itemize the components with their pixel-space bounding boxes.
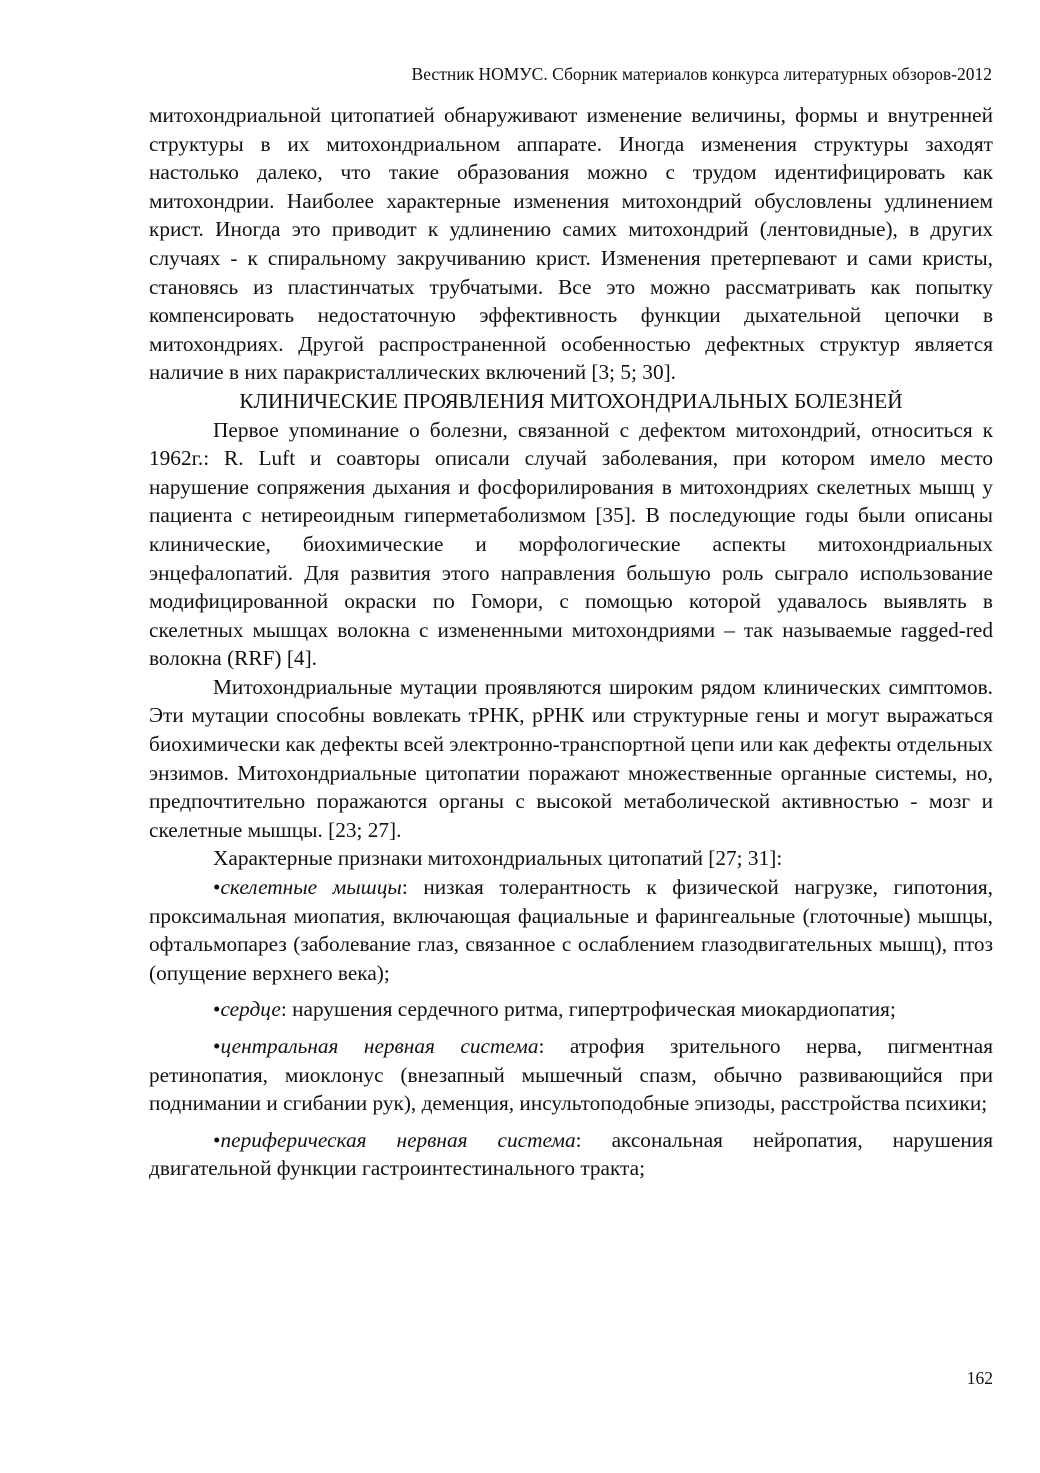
bullet-term: скелетные мышцы	[220, 875, 402, 900]
paragraph-continuation: митохондриальной цитопатией обнаруживают изменение величины, формы и внутренней структуры в их митохондриальном аппарате. Иногда изменения структуры заходят настолько далеко, что такие образования можно с трудом идентифицировать как митохондрии. Наиболее характерные изменения митохондрий обусловлены удлинением крист. Иногда это приводит к удлинению самих митохондрий (лентовидные), в других случаях - к спиральному закручиванию крист. Изменения претерпевают и сами кристы, становясь из пластинчатых трубчатыми. Все это можно рассматривать как попытку компенсировать недостаточную эффективность функции дыхательной цепочки в митохондриях. Другой распространенной особенностью дефектных структур является наличие в них паракристаллических включений [3; 5; 30].	[149, 103, 993, 385]
bullet-marker: •	[213, 875, 221, 900]
paragraph-signs-intro: Характерные признаки митохондриальных цитопатий [27; 31]:	[213, 846, 783, 871]
bullet-item-heart	[149, 995, 993, 1024]
page-number: 162	[966, 1368, 993, 1388]
bullet-item-skeletal-muscles	[149, 873, 993, 987]
bullet-text: : аксональная нейропатия, нарушения двигательной функции гастроинтестинального тракта;	[149, 1127, 993, 1181]
bullet-term: периферическая нервная система	[220, 1127, 576, 1152]
bullet-item-pns	[149, 1126, 993, 1183]
bullet-marker: •	[213, 1127, 221, 1152]
bullet-text: : низкая толерантность к физической нагрузке, гипотония, проксимальная миопатия, включающая фациальные и фарингеальные (глоточные) мышцы, офтальмопарез (заболевание глаз, связанное с ослаблением глазодвигательных мышц), птоз (опущение верхнего века);	[149, 875, 993, 985]
page-body	[149, 101, 993, 1183]
bullet-marker: •	[213, 1034, 221, 1058]
bullet-term: сердце	[220, 997, 281, 1022]
paragraph-history: Первое упоминание о болезни, связанной с дефектом митохондрий, относиться к 1962г.: R. Luft и соавторы описали случай заболевания, при котором имело место нарушение сопряжения дыхания и фосфорилирования в митохондриях скелетных мышц у пациента с нетиреоидным гиперметаболизмом [35]. В последующие годы были описаны клинические, биохимические и морфологические аспекты митохондриальных энцефалопатий. Для развития этого направления большую роль сыграло использование модифицированной окраски по Гомори, с помощью которой удавалось выявлять в скелетных мышцах волокна с измененными митохондриями – так называемые ragged-red волокна (RRF) [4].	[149, 417, 993, 671]
bullet-marker: •	[213, 997, 221, 1022]
section-heading: КЛИНИЧЕСКИЕ ПРОЯВЛЕНИЯ МИТОХОНДРИАЛЬНЫХ БОЛЕЗНЕЙ	[239, 388, 903, 413]
bullet-text: : нарушения сердечного ритма, гипертрофическая миокардиопатия;	[280, 997, 896, 1022]
bullet-text: : атрофия зрительного нерва, пигментная ретинопатия, миоклонус (внезапный мышечный спазм, обычно развивающийся при поднимании и сгибании рук), деменция, инсультоподобные эпизоды, расстройства психики;	[149, 1034, 993, 1116]
paragraph-mutations: Митохондриальные мутации проявляются широким рядом клинических симптомов. Эти мутации способны вовлекать тРНК, рРНК или структурные гены и могут выражаться биохимически как дефекты всей электронно-транспортной цепи или как дефекты отдельных энзимов. Митохондриальные цитопатии поражают множественные органные системы, но, предпочтительно поражаются органы с высокой метаболической активностью - мозг и скелетные мышцы. [23; 27].	[149, 674, 993, 842]
running-header: Вестник НОМУС. Сборник материалов конкурса литературных обзоров-2012	[411, 64, 992, 84]
bullet-term: центральная нервная система	[220, 1034, 539, 1058]
bullet-item-cns	[149, 1032, 993, 1118]
